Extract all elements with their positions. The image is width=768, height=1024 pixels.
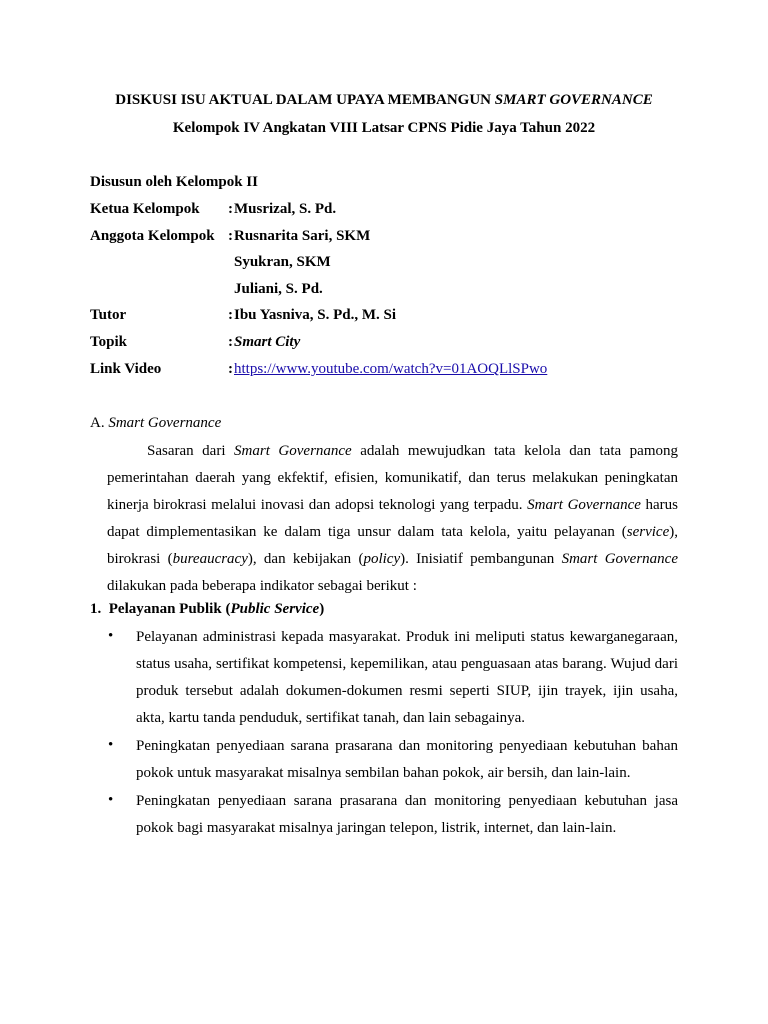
tutor-value: Ibu Yasniva, S. Pd., M. Si: [234, 307, 396, 323]
bullet-icon: •: [108, 628, 114, 644]
bullet-item-1: Pelayanan administrasi kepada masyarakat. Produk ini meliputi status kewarganegaraan, status usaha, sertifikat kompetensi, kepemilikan, atau penguasaan atas barang. Wujud dari produk tersebut adalah dokumen-dokumen resmi seperti SIUP, ijin trayek, ijin usaha, akta, kartu tanda penduduk, sertifikat tanah, dan lain sebagainya.: [136, 629, 678, 726]
bullet-icon: •: [108, 792, 114, 808]
anggota-value-3: Juliani, S. Pd.: [234, 281, 323, 297]
anggota-value-1: Rusnarita Sari, SKM: [234, 228, 371, 244]
document-subtitle: Kelompok IV Angkatan VIII Latsar CPNS Pidie Jaya Tahun 2022: [172, 120, 596, 136]
bullet-icon: •: [108, 737, 114, 753]
ketua-value: Musrizal, S. Pd.: [234, 201, 337, 217]
topik-label: Topik: [90, 334, 127, 350]
bullet-item-2: Peningkatan penyediaan sarana prasarana dan monitoring penyediaan kebutuhan bahan pokok untuk masyarakat misalnya sembilan bahan pokok, air bersih, dan lain-lain.: [136, 738, 678, 781]
link-value-wrapper: [234, 361, 547, 378]
item-1-heading: 1. Pelayanan Publik (Public Service): [90, 601, 325, 617]
title-italic-part: SMART GOVERNANCE: [494, 92, 653, 108]
anggota-colon: :: [228, 228, 233, 244]
anggota-value-2: Syukran, SKM: [234, 254, 331, 270]
section-a-heading: A. Smart Governance: [90, 415, 222, 431]
document-title: DISKUSI ISU AKTUAL DALAM UPAYA MEMBANGUN SMART GOVERNANCE: [115, 92, 653, 108]
ketua-label: Ketua Kelompok: [90, 201, 200, 217]
tutor-label: Tutor: [90, 307, 127, 323]
link-colon: :: [228, 361, 233, 377]
topik-colon: :: [228, 334, 233, 350]
tutor-colon: :: [228, 307, 233, 323]
topik-value: Smart City: [234, 334, 301, 350]
bullet-item-3: Peningkatan penyediaan sarana prasarana dan monitoring penyediaan kebutuhan jasa pokok bagi masyarakat misalnya jaringan telepon, listrik, internet, dan lain-lain.: [136, 793, 678, 836]
anggota-label: Anggota Kelompok: [90, 228, 215, 244]
link-label: Link Video: [90, 361, 162, 377]
prepared-by: Disusun oleh Kelompok II: [90, 174, 258, 190]
section-a-paragraph: Sasaran dari Smart Governance adalah mewujudkan tata kelola dan tata pamong pemerintahan daerah yang ekfektif, efisien, komunikatif, dan terus melakukan peningkatan kinerja birokrasi melalui inovasi dan adopsi teknologi yang terpadu. Smart Governance harus dapat dimplementasikan ke dalam tiga unsur dalam tata kelola, yaitu pelayanan (service), birokrasi (bureaucracy), dan kebijakan (policy). Inisiatif pembangunan Smart Governance dilakukan pada beberapa indikator sebagai berikut :: [107, 443, 679, 594]
ketua-colon: :: [228, 201, 233, 217]
video-link[interactable]: https://www.youtube.com/watch?v=01AOQLlSPwo: [234, 361, 548, 377]
